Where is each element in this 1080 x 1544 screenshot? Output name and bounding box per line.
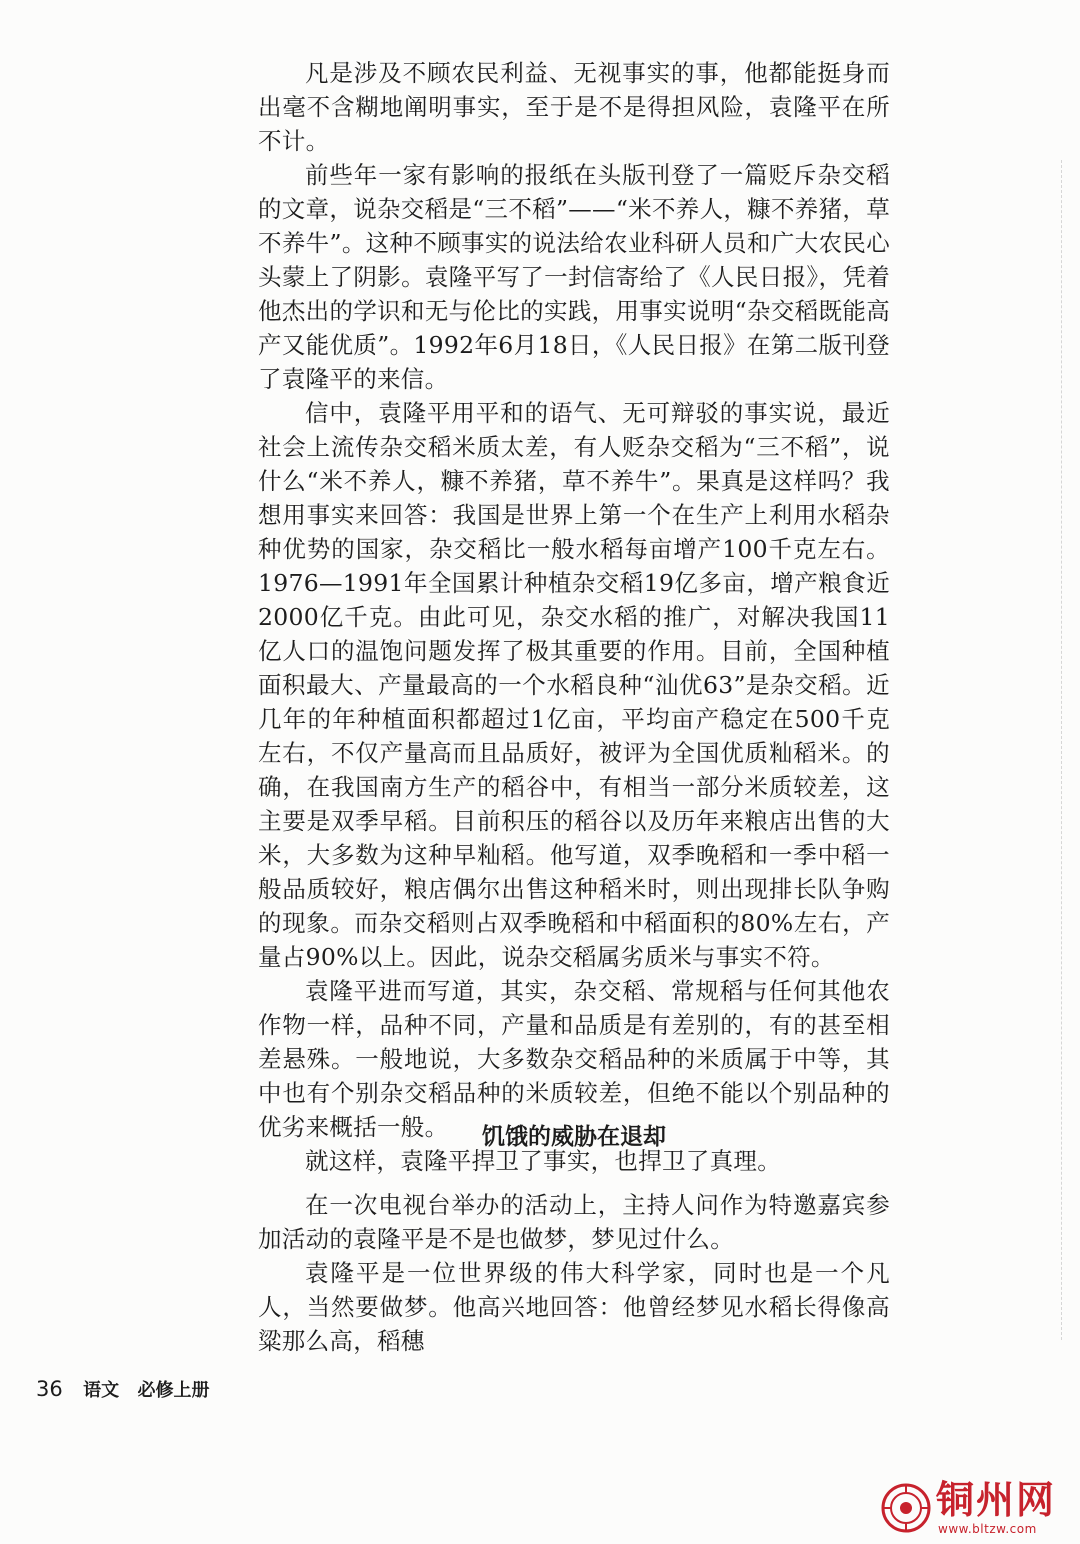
paragraph: 在一次电视台举办的活动上，主持人问作为特邀嘉宾参加活动的袁隆平是不是也做梦，梦见过什么。 — [258, 1191, 890, 1253]
paragraph: 袁隆平进而写道，其实，杂交稻、常规稻与任何其他农作物一样，品种不同，产量和品质是有差别的，有的甚至相差悬殊。一般地说，大多数杂交稻品种的米质属于中等，其中也有个别杂交稻品种的米质较差，但绝不能以个别品种的优劣来概括一般。 — [258, 977, 890, 1141]
book-title: 语文 — [83, 1380, 120, 1401]
body-text-top — [258, 56, 890, 1178]
site-watermark — [880, 1478, 1076, 1540]
page-number: 36 — [36, 1377, 63, 1401]
paragraph: 信中，袁隆平用平和的语气、无可辩驳的事实说，最近社会上流传杂交稻米质太差，有人贬杂交稻为“三不稻”，说什么“米不养人，糠不养猪，草不养牛”。果真是这样吗？我想用事实来回答：我国是世界上第一个在生产上利用水稻杂种优势的国家，杂交稻比一般水稻每亩增产100千克左右。1976—1991年全国累计种植杂交稻19亿多亩，增产粮食近2000亿千克。由此可见，杂交水稻的推广，对解决我国11亿人口的温饱问题发挥了极其重要的作用。目前，全国种植面积最大、产量最高的一个水稻良种“汕优63”是杂交稻。近几年的年种植面积都超过1亿亩，平均亩产稳定在500千克左右，不仅产量高而且品质好，被评为全国优质籼稻米。的确，在我国南方生产的稻谷中，有相当一部分米质较差，这主要是双季早稻。目前积压的稻谷以及历年来粮店出售的大米，大多数为这种早籼稻。他写道，双季晚稻和一季中稻一般品质较好，粮店偶尔出售这种稻米时，则出现排长队争购的现象。而杂交稻则占双季晚稻和中稻面积的80%左右，产量占90%以上。因此，说杂交稻属劣质米与事实不符。 — [258, 399, 890, 971]
scan-artifact-line — [1060, 160, 1062, 1340]
paragraph: 就这样，袁隆平捍卫了事实，也捍卫了真理。 — [305, 1147, 781, 1175]
watermark-url: www.bltzw.com — [938, 1522, 1037, 1536]
body-text-bottom — [258, 1188, 890, 1358]
book-volume: 必修上册 — [137, 1380, 210, 1401]
watermark-name: 铜州网 — [936, 1478, 1057, 1522]
page-footer — [36, 1374, 209, 1406]
paragraph: 前些年一家有影响的报纸在头版刊登了一篇贬斥杂交稻的文章，说杂交稻是“三不稻”——“米不养人，糠不养猪，草不养牛”。这种不顾事实的说法给农业科研人员和广大农民心头蒙上了阴影。袁隆平写了一封信寄给了《人民日报》，凭着他杰出的学识和无与伦比的实践，用事实说明“杂交稻既能高产又能优质”。1992年6月18日，《人民日报》在第二版刊登了袁隆平的来信。 — [258, 161, 890, 393]
section-heading: 饥饿的威胁在退却 — [482, 1124, 666, 1150]
paragraph: 袁隆平是一位世界级的伟大科学家，同时也是一个凡人，当然要做梦。他高兴地回答：他曾经梦见水稻长得像高粱那么高，稻穗 — [258, 1259, 890, 1355]
watermark-seal-icon — [880, 1482, 932, 1534]
paragraph: 凡是涉及不顾农民利益、无视事实的事，他都能挺身而出毫不含糊地阐明事实，至于是不是得担风险，袁隆平在所不计。 — [258, 59, 890, 155]
